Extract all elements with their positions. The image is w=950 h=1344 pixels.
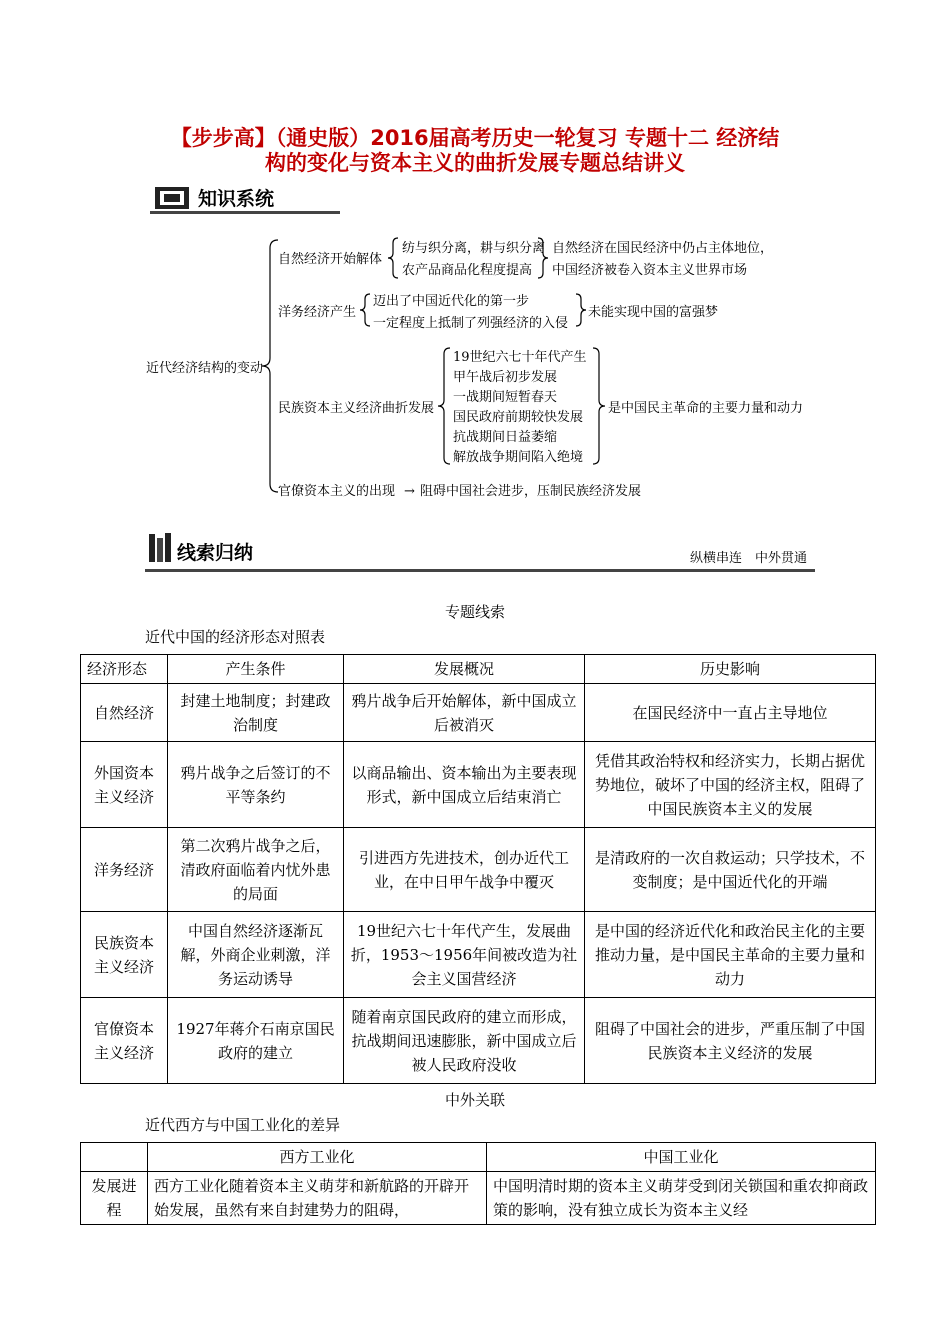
table-row xyxy=(81,912,876,998)
table-cell: 随着南京国民政府的建立而形成，抗战期间迅速膨胀，新中国成立后被人民政府没收 xyxy=(344,998,585,1084)
b3-stage-3: 一战期间短暂春天 xyxy=(453,390,558,405)
b2-left-1: 迈出了中国近代化的第一步 xyxy=(373,294,530,309)
brace-b2-right xyxy=(576,294,586,326)
b3-stage-2: 甲午战后初步发展 xyxy=(453,370,558,385)
b3-label: 民族资本主义经济曲折发展 xyxy=(278,401,435,416)
table-cell: 凭借其政治特权和经济实力，长期占据优势地位，破坏了中国的经济主权，阻碍了中国民族资本主义的发展 xyxy=(585,742,876,828)
table-cell: 民族资本主义经济 xyxy=(81,912,168,998)
brace-main xyxy=(262,240,278,492)
section-title-clues: 线索归纳 xyxy=(177,542,254,564)
mindmap xyxy=(140,232,840,507)
b1-left-1: 纺与织分离，耕与织分离 xyxy=(402,241,546,256)
section-header-knowledge xyxy=(150,183,340,213)
thread-caption: 专题线索 xyxy=(444,603,505,621)
table-cell: 第二次鸦片战争之后，清政府面临着内忧外患的局面 xyxy=(168,828,344,912)
table2-caption: 近代西方与中国工业化的差异 xyxy=(145,1116,341,1134)
table-cell: 在国民经济中一直占主导地位 xyxy=(585,684,876,742)
section-tagline: 纵横串连 中外贯通 xyxy=(689,551,807,566)
table-cell: 鸦片战争之后签订的不平等条约 xyxy=(168,742,344,828)
section-underline xyxy=(145,569,815,572)
table-row xyxy=(81,742,876,828)
table-cell: 中国自然经济逐渐瓦解，外商企业刺激，洋务运动诱导 xyxy=(168,912,344,998)
b1-label: 自然经济开始解体 xyxy=(278,252,383,267)
b4-label: 官僚资本主义的出现 xyxy=(278,484,396,499)
brace-b1-left xyxy=(388,238,398,278)
header-cell: 中国工业化 xyxy=(487,1143,876,1172)
header-cell: 西方工业化 xyxy=(148,1143,487,1172)
table-row xyxy=(81,684,876,742)
b4-arrow: → xyxy=(404,484,415,499)
b1-right-1: 自然经济在国民经济中仍占主体地位， xyxy=(552,241,774,256)
section-underline xyxy=(150,211,340,214)
industrialization-table xyxy=(80,1142,876,1225)
table-cell: 官僚资本主义经济 xyxy=(81,998,168,1084)
b2-left-2: 一定程度上抵制了列强经济的入侵 xyxy=(373,316,569,331)
header-cell: 发展概况 xyxy=(344,655,585,684)
table-cell: 外国资本主义经济 xyxy=(81,742,168,828)
header-cell xyxy=(81,1143,148,1172)
table-header-row xyxy=(81,1143,876,1172)
title-line-1: 【步步高】（通史版）2016届高考历史一轮复习 专题十二 经济结 xyxy=(170,126,780,150)
b1-right-2: 中国经济被卷入资本主义世界市场 xyxy=(552,263,748,278)
table-cell: 封建土地制度；封建政治制度 xyxy=(168,684,344,742)
table-cell: 西方工业化随着资本主义萌芽和新航路的开辟开始发展，虽然有来自封建势力的阻碍， xyxy=(148,1172,487,1225)
table-cell: 引进西方先进技术，创办近代工业，在中日甲午战争中覆灭 xyxy=(344,828,585,912)
section-header-clues xyxy=(145,532,815,574)
table-cell: 阻碍了中国社会的进步，严重压制了中国民族资本主义经济的发展 xyxy=(585,998,876,1084)
b3-stage-5: 抗战期间日益萎缩 xyxy=(453,430,558,445)
table-header-row xyxy=(81,655,876,684)
brace-b2-left xyxy=(360,294,370,326)
b3-stage-1: 19世纪六七十年代产生 xyxy=(453,350,587,365)
title-line-2: 构的变化与资本主义的曲折发展专题总结讲义 xyxy=(265,151,685,175)
table-cell: 洋务经济 xyxy=(81,828,168,912)
b2-right: 未能实现中国的富强梦 xyxy=(588,305,719,320)
table-row xyxy=(81,998,876,1084)
header-cell: 经济形态 xyxy=(81,655,168,684)
header-cell: 产生条件 xyxy=(168,655,344,684)
book-icon xyxy=(154,185,192,211)
table-cell: 自然经济 xyxy=(81,684,168,742)
b4-result: 阻碍中国社会进步，压制民族经济发展 xyxy=(420,484,642,499)
economy-forms-table xyxy=(80,654,876,1084)
mindmap-root: 近代经济结构的变动 xyxy=(146,361,264,376)
relation-caption: 中外关联 xyxy=(444,1091,505,1109)
table1-caption: 近代中国的经济形态对照表 xyxy=(145,628,326,646)
document-title xyxy=(100,126,850,176)
table-cell: 以商品输出、资本输出为主要表现形式，新中国成立后结束消亡 xyxy=(344,742,585,828)
table-cell: 发展进程 xyxy=(81,1172,148,1225)
table-cell: 是中国的经济近代化和政治民主化的主要推动力量，是中国民主革命的主要力量和动力 xyxy=(585,912,876,998)
table-cell: 鸦片战争后开始解体，新中国成立后被消灭 xyxy=(344,684,585,742)
books-icon xyxy=(147,532,173,564)
brace-b3-right xyxy=(593,348,605,464)
b3-stage-4: 国民政府前期较快发展 xyxy=(453,410,584,425)
table-cell: 19世纪六七十年代产生，发展曲折，1953～1956年间被改造为社会主义国营经济 xyxy=(344,912,585,998)
header-cell: 历史影响 xyxy=(585,655,876,684)
brace-b3-left xyxy=(438,348,450,464)
table-row xyxy=(81,828,876,912)
table-cell: 1927年蒋介石南京国民政府的建立 xyxy=(168,998,344,1084)
b3-right: 是中国民主革命的主要力量和动力 xyxy=(608,401,804,416)
section-title-knowledge: 知识系统 xyxy=(198,188,275,210)
b2-label: 洋务经济产生 xyxy=(278,305,357,320)
table-cell: 中国明清时期的资本主义萌芽受到闭关锁国和重农抑商政策的影响，没有独立成长为资本主义经 xyxy=(487,1172,876,1225)
table-cell: 是清政府的一次自救运动；只学技术，不变制度；是中国近代化的开端 xyxy=(585,828,876,912)
table-row xyxy=(81,1172,876,1225)
b3-stage-6: 解放战争期间陷入绝境 xyxy=(453,450,584,465)
b1-left-2: 农产品商品化程度提高 xyxy=(402,263,533,278)
